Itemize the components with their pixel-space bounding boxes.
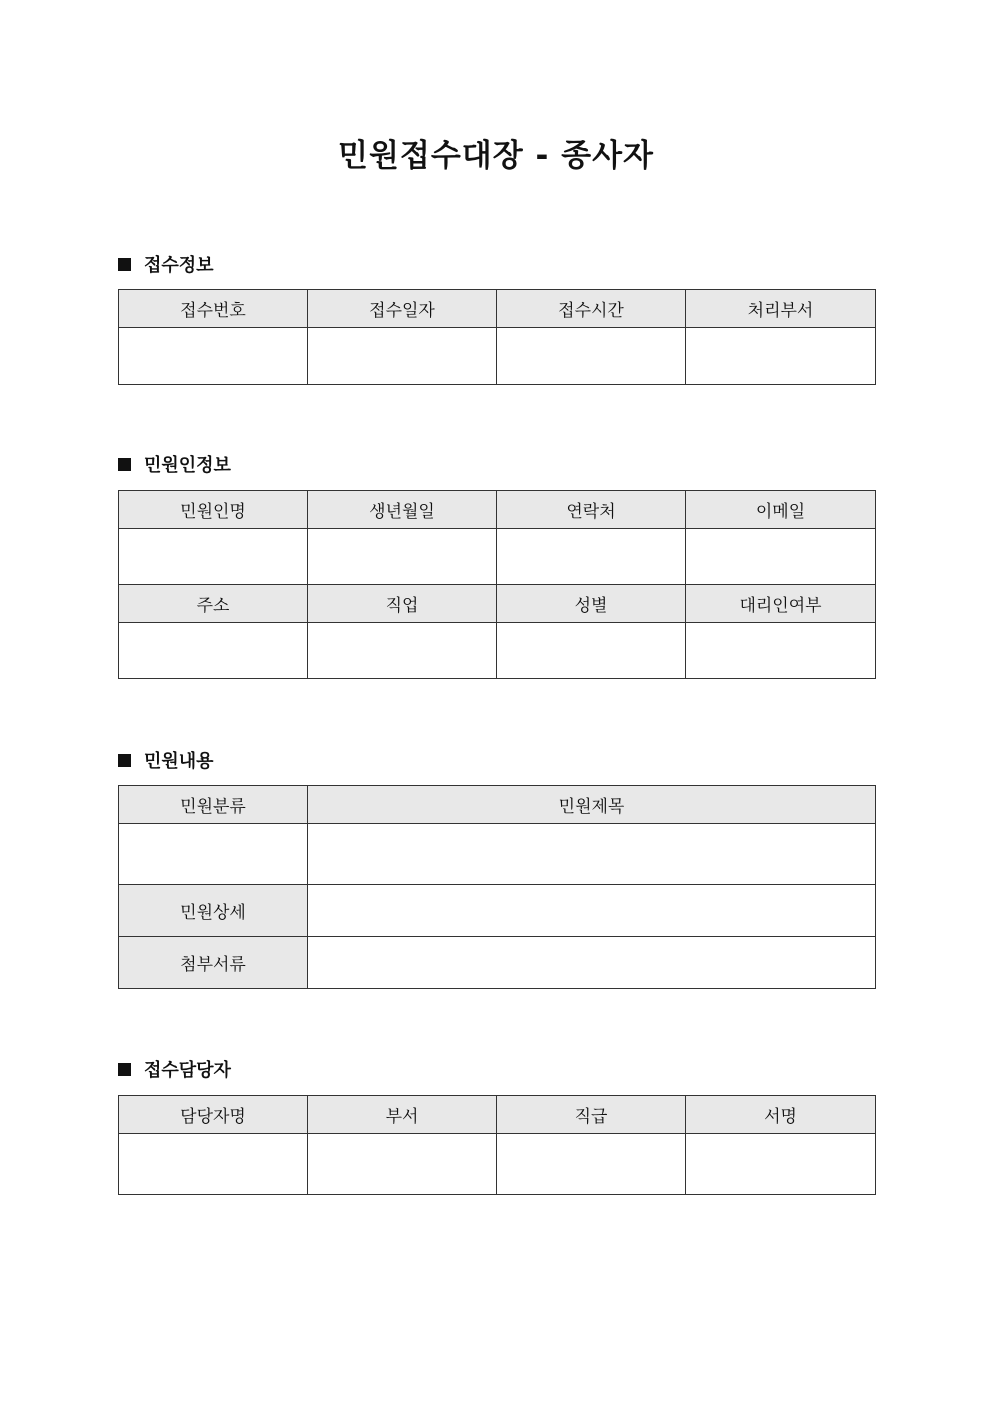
staff-name-cell[interactable] xyxy=(119,1134,308,1195)
content-table xyxy=(118,785,876,989)
table-header-row xyxy=(119,786,876,824)
page-title: 민원접수대장 - 종사자 xyxy=(338,138,654,174)
header-proxy: 대리인여부 xyxy=(686,585,876,623)
complainant-name-cell[interactable] xyxy=(119,529,308,585)
header-staff-name: 담당자명 xyxy=(119,1096,308,1134)
attachments-cell[interactable] xyxy=(308,937,876,989)
birth-date-cell[interactable] xyxy=(308,529,497,585)
section-title: 민원인정보 xyxy=(144,455,231,476)
header-gender: 성별 xyxy=(497,585,686,623)
gender-cell[interactable] xyxy=(497,623,686,679)
proxy-cell[interactable] xyxy=(686,623,876,679)
detail-cell[interactable] xyxy=(308,885,876,937)
square-bullet-icon xyxy=(118,1063,131,1076)
section-heading-staff xyxy=(118,1056,231,1082)
header-birth-date: 생년월일 xyxy=(308,491,497,529)
section-title: 민원내용 xyxy=(144,751,214,772)
header-email: 이메일 xyxy=(686,491,876,529)
staff-table xyxy=(118,1095,876,1195)
table-header-row xyxy=(119,290,876,328)
header-complainant-name: 민원인명 xyxy=(119,491,308,529)
header-occupation: 직업 xyxy=(308,585,497,623)
table-row xyxy=(119,328,876,385)
section-heading-content xyxy=(118,747,214,773)
section-heading-receipt xyxy=(118,251,214,277)
header-subject: 민원제목 xyxy=(308,786,876,824)
table-header-row xyxy=(119,1096,876,1134)
complainant-table xyxy=(118,490,876,679)
position-cell[interactable] xyxy=(497,1134,686,1195)
section-title: 접수담당자 xyxy=(144,1060,231,1081)
square-bullet-icon xyxy=(118,458,131,471)
table-row xyxy=(119,937,876,989)
header-contact: 연락처 xyxy=(497,491,686,529)
header-handling-dept: 처리부서 xyxy=(686,290,876,328)
table-row xyxy=(119,885,876,937)
header-department: 부서 xyxy=(308,1096,497,1134)
receipt-table xyxy=(118,289,876,385)
detail-label: 민원상세 xyxy=(119,885,308,937)
address-cell[interactable] xyxy=(119,623,308,679)
header-address: 주소 xyxy=(119,585,308,623)
handling-dept-cell[interactable] xyxy=(686,328,876,385)
email-cell[interactable] xyxy=(686,529,876,585)
department-cell[interactable] xyxy=(308,1134,497,1195)
receipt-number-cell[interactable] xyxy=(119,328,308,385)
header-signature: 서명 xyxy=(686,1096,876,1134)
table-row xyxy=(119,1134,876,1195)
category-cell[interactable] xyxy=(119,824,308,885)
header-receipt-date: 접수일자 xyxy=(308,290,497,328)
table-row xyxy=(119,824,876,885)
table-header-row xyxy=(119,585,876,623)
occupation-cell[interactable] xyxy=(308,623,497,679)
table-row xyxy=(119,623,876,679)
section-title: 접수정보 xyxy=(144,255,214,276)
header-receipt-number: 접수번호 xyxy=(119,290,308,328)
receipt-date-cell[interactable] xyxy=(308,328,497,385)
receipt-time-cell[interactable] xyxy=(497,328,686,385)
square-bullet-icon xyxy=(118,754,131,767)
signature-cell[interactable] xyxy=(686,1134,876,1195)
table-header-row xyxy=(119,491,876,529)
section-heading-complainant xyxy=(118,451,231,477)
square-bullet-icon xyxy=(118,258,131,271)
header-category: 민원분류 xyxy=(119,786,308,824)
attachments-label: 첨부서류 xyxy=(119,937,308,989)
subject-cell[interactable] xyxy=(308,824,876,885)
header-position: 직급 xyxy=(497,1096,686,1134)
header-receipt-time: 접수시간 xyxy=(497,290,686,328)
contact-cell[interactable] xyxy=(497,529,686,585)
table-row xyxy=(119,529,876,585)
